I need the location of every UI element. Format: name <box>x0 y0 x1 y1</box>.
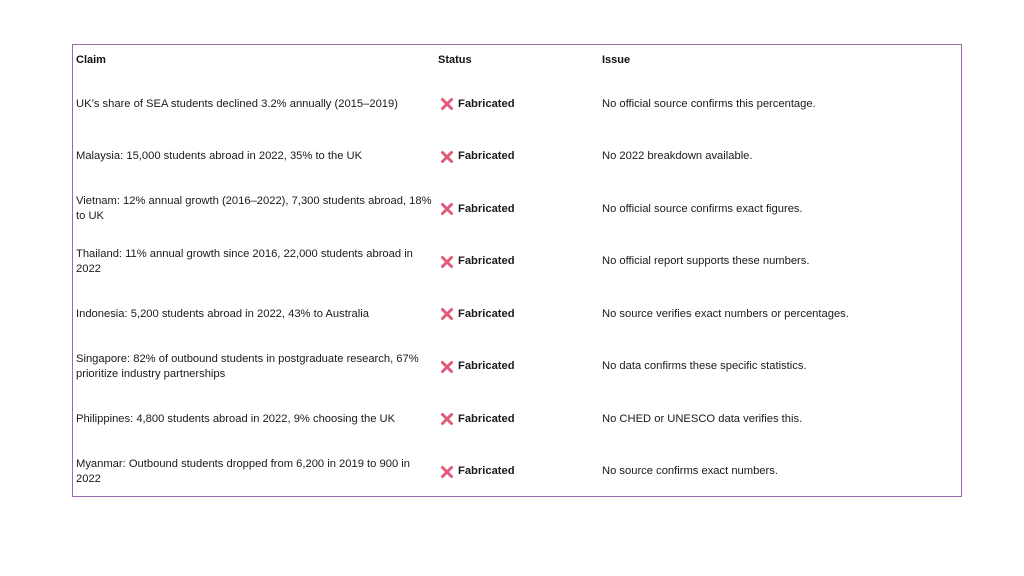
status-label: Fabricated <box>458 465 515 477</box>
status-label: Fabricated <box>458 255 515 267</box>
status-cell <box>440 393 590 445</box>
cross-mark-icon <box>440 360 454 374</box>
status-badge <box>440 97 515 112</box>
table-row <box>73 78 961 130</box>
cross-mark-icon <box>440 307 454 321</box>
cross-mark-icon <box>440 97 454 111</box>
cross-mark-icon <box>440 202 454 216</box>
issue-cell: No source confirms exact numbers. <box>602 465 778 477</box>
claim-cell: UK’s share of SEA students declined 3.2% annually (2015–2019) <box>76 97 398 110</box>
status-cell <box>440 78 590 130</box>
cross-mark-icon <box>440 150 454 164</box>
issue-cell: No official source confirms exact figures. <box>602 202 803 215</box>
claim-cell: Malaysia: 15,000 students abroad in 2022, 35% to the UK <box>76 150 363 162</box>
status-label: Fabricated <box>458 360 515 372</box>
issue-cell: No source verifies exact numbers or percentages. <box>602 307 849 320</box>
table-row <box>73 341 961 393</box>
status-label: Fabricated <box>458 97 515 110</box>
table-row <box>73 183 961 235</box>
status-label: Fabricated <box>458 307 515 320</box>
status-badge <box>440 254 515 269</box>
issue-cell: No CHED or UNESCO data verifies this. <box>602 412 803 425</box>
status-cell <box>440 131 590 183</box>
status-column-header: Status <box>438 54 472 66</box>
issue-column-header: Issue <box>602 54 631 66</box>
fact-check-table <box>72 44 962 497</box>
table-row <box>73 393 961 445</box>
claim-cell: Thailand: 11% annual growth since 2016, 22,000 students abroad in 2022 <box>76 247 413 275</box>
status-cell <box>440 341 590 393</box>
status-badge <box>440 307 515 322</box>
status-badge <box>440 359 515 374</box>
status-badge <box>440 149 515 164</box>
status-label: Fabricated <box>458 412 515 425</box>
table-row <box>73 446 961 498</box>
cross-mark-icon <box>440 465 454 479</box>
status-cell <box>440 183 590 235</box>
issue-cell: No official report supports these numbers. <box>602 255 810 267</box>
issue-cell: No official source confirms this percentage. <box>602 97 816 110</box>
issue-cell: No 2022 breakdown available. <box>602 150 753 162</box>
cross-mark-icon <box>440 255 454 269</box>
table-row <box>73 288 961 340</box>
status-cell <box>440 236 590 288</box>
table-header-row <box>73 45 961 79</box>
status-label: Fabricated <box>458 150 515 162</box>
status-badge <box>440 412 515 427</box>
claim-cell: Philippines: 4,800 students abroad in 2022, 9% choosing the UK <box>76 412 396 425</box>
status-badge <box>440 464 515 479</box>
cross-mark-icon <box>440 412 454 426</box>
status-cell <box>440 288 590 340</box>
claim-cell: Vietnam: 12% annual growth (2016–2022), 7,300 students abroad, 18% to UK <box>76 195 432 222</box>
claim-cell: Myanmar: Outbound students dropped from 6,200 in 2019 to 900 in 2022 <box>76 457 410 485</box>
status-cell <box>440 446 590 498</box>
status-label: Fabricated <box>458 202 515 215</box>
claim-column-header: Claim <box>76 54 106 66</box>
claim-cell: Indonesia: 5,200 students abroad in 2022, 43% to Australia <box>76 307 369 320</box>
status-badge <box>440 202 515 217</box>
claim-cell: Singapore: 82% of outbound students in postgraduate research, 67% prioritize industry partnerships <box>76 352 419 380</box>
table-row <box>73 236 961 288</box>
issue-cell: No data confirms these specific statistics. <box>602 360 807 372</box>
table-row <box>73 131 961 183</box>
